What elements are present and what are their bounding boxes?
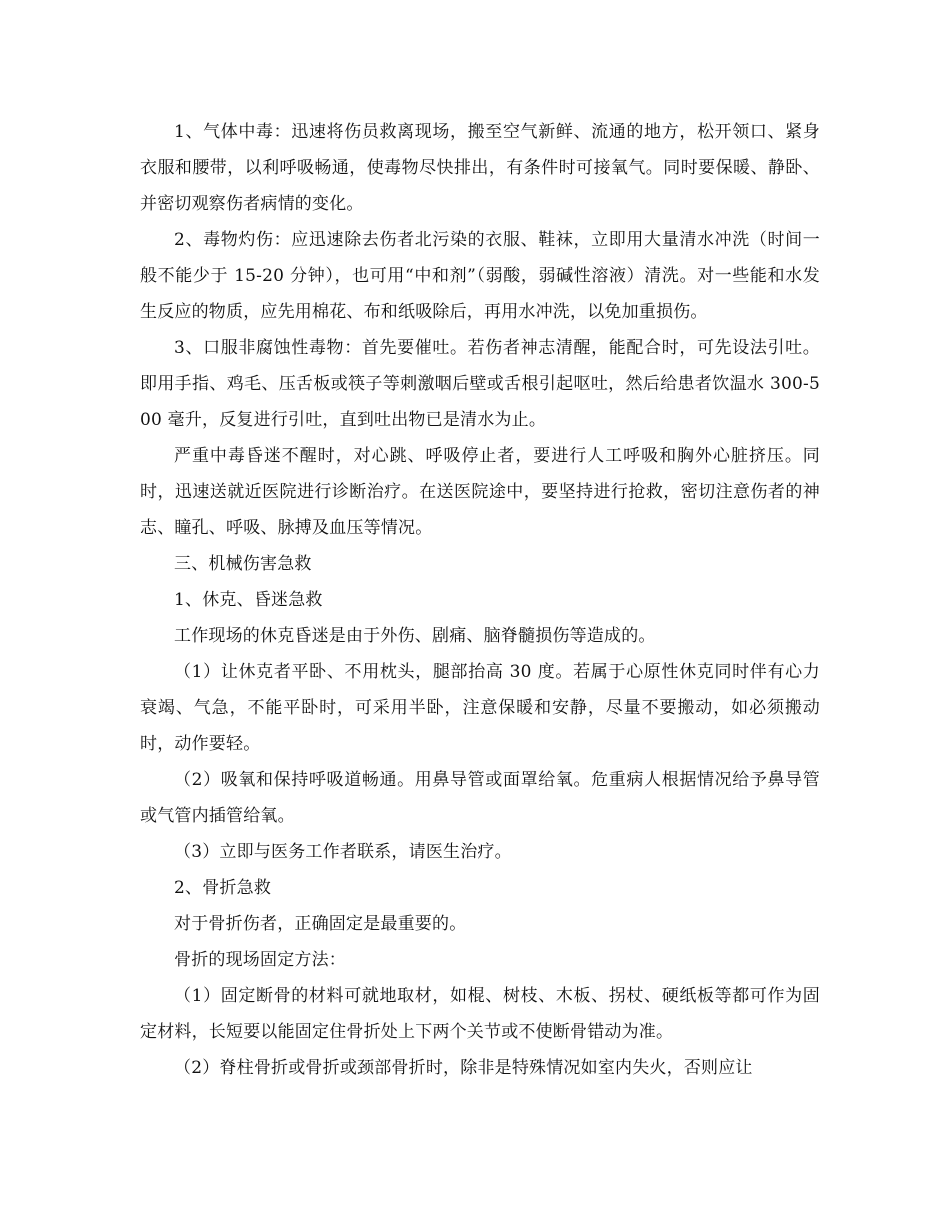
- list-item-shock-3: （3）立即与医务工作者联系，请医生治疗。: [174, 842, 512, 862]
- paragraph-fracture-intro: 对于骨折伤者，正确固定是最重要的。: [174, 914, 467, 934]
- subheading-fracture: 2、骨折急救: [174, 878, 272, 898]
- paragraph-fracture-methods: 骨折的现场固定方法：: [174, 950, 346, 970]
- paragraph-oral-poison: 3、口服非腐蚀性毒物：首先要催吐。若伤者神志清醒，能配合时，可先设法引吐。即用手指、鸡毛、压舌板或筷子等刺激咽后壁或舌根引起呕吐，然后给患者饮温水 300-500 毫升，反复进行引吐，直到吐出物已是清水为止。: [140, 338, 820, 430]
- paragraph-toxic-burns: 2、毒物灼伤：应迅速除去伤者北污染的衣服、鞋袜，立即用大量清水冲洗（时间一般不能少于 15-20 分钟），也可用“中和剂”（弱酸，弱碱性溶液）清洗。对一些能和水发生反应的物质，应先用棉花、布和纸吸除后，再用水冲洗，以免加重损伤。: [140, 230, 820, 322]
- paragraph-gas-poisoning: 1、气体中毒：迅速将伤员救离现场，搬至空气新鲜、流通的地方，松开领口、紧身衣服和腰带，以利呼吸畅通，使毒物尽快排出，有条件时可接氧气。同时要保暖、静卧、并密切观察伤者病情的变化。: [140, 122, 820, 214]
- list-item-shock-2: （2）吸氧和保持呼吸道畅通。用鼻导管或面罩给氧。危重病人根据情况给予鼻导管或气管内插管给氧。: [140, 770, 820, 826]
- paragraph-shock-cause: 工作现场的休克昏迷是由于外伤、剧痛、脑脊髓损伤等造成的。: [174, 626, 656, 646]
- list-item-shock-1: （1）让休克者平卧、不用枕头，腿部抬高 30 度。若属于心原性休克同时伴有心力衰竭、气急，不能平卧时，可采用半卧，注意保暖和安静，尽量不要搬动，如必须搬动时，动作要轻。: [140, 662, 820, 754]
- list-item-fracture-2: （2）脊柱骨折或骨折或颈部骨折时，除非是特殊情况如室内失火，否则应让: [174, 1058, 753, 1078]
- list-item-fracture-1: （1）固定断骨的材料可就地取材，如棍、树枝、木板、拐杖、硬纸板等都可作为固定材料，长短要以能固定住骨折处上下两个关节或不使断骨错动为准。: [140, 986, 820, 1042]
- document-body: [140, 114, 820, 1086]
- section-heading-mechanical-injury: 三、机械伤害急救: [174, 554, 312, 574]
- subheading-shock-coma: 1、休克、昏迷急救: [174, 590, 323, 610]
- paragraph-severe-poisoning: 严重中毒昏迷不醒时，对心跳、呼吸停止者，要进行人工呼吸和胸外心脏挤压。同时，迅速送就近医院进行诊断治疗。在送医院途中，要坚持进行抢救，密切注意伤者的神志、瞳孔、呼吸、脉搏及血压等情况。: [140, 446, 820, 538]
